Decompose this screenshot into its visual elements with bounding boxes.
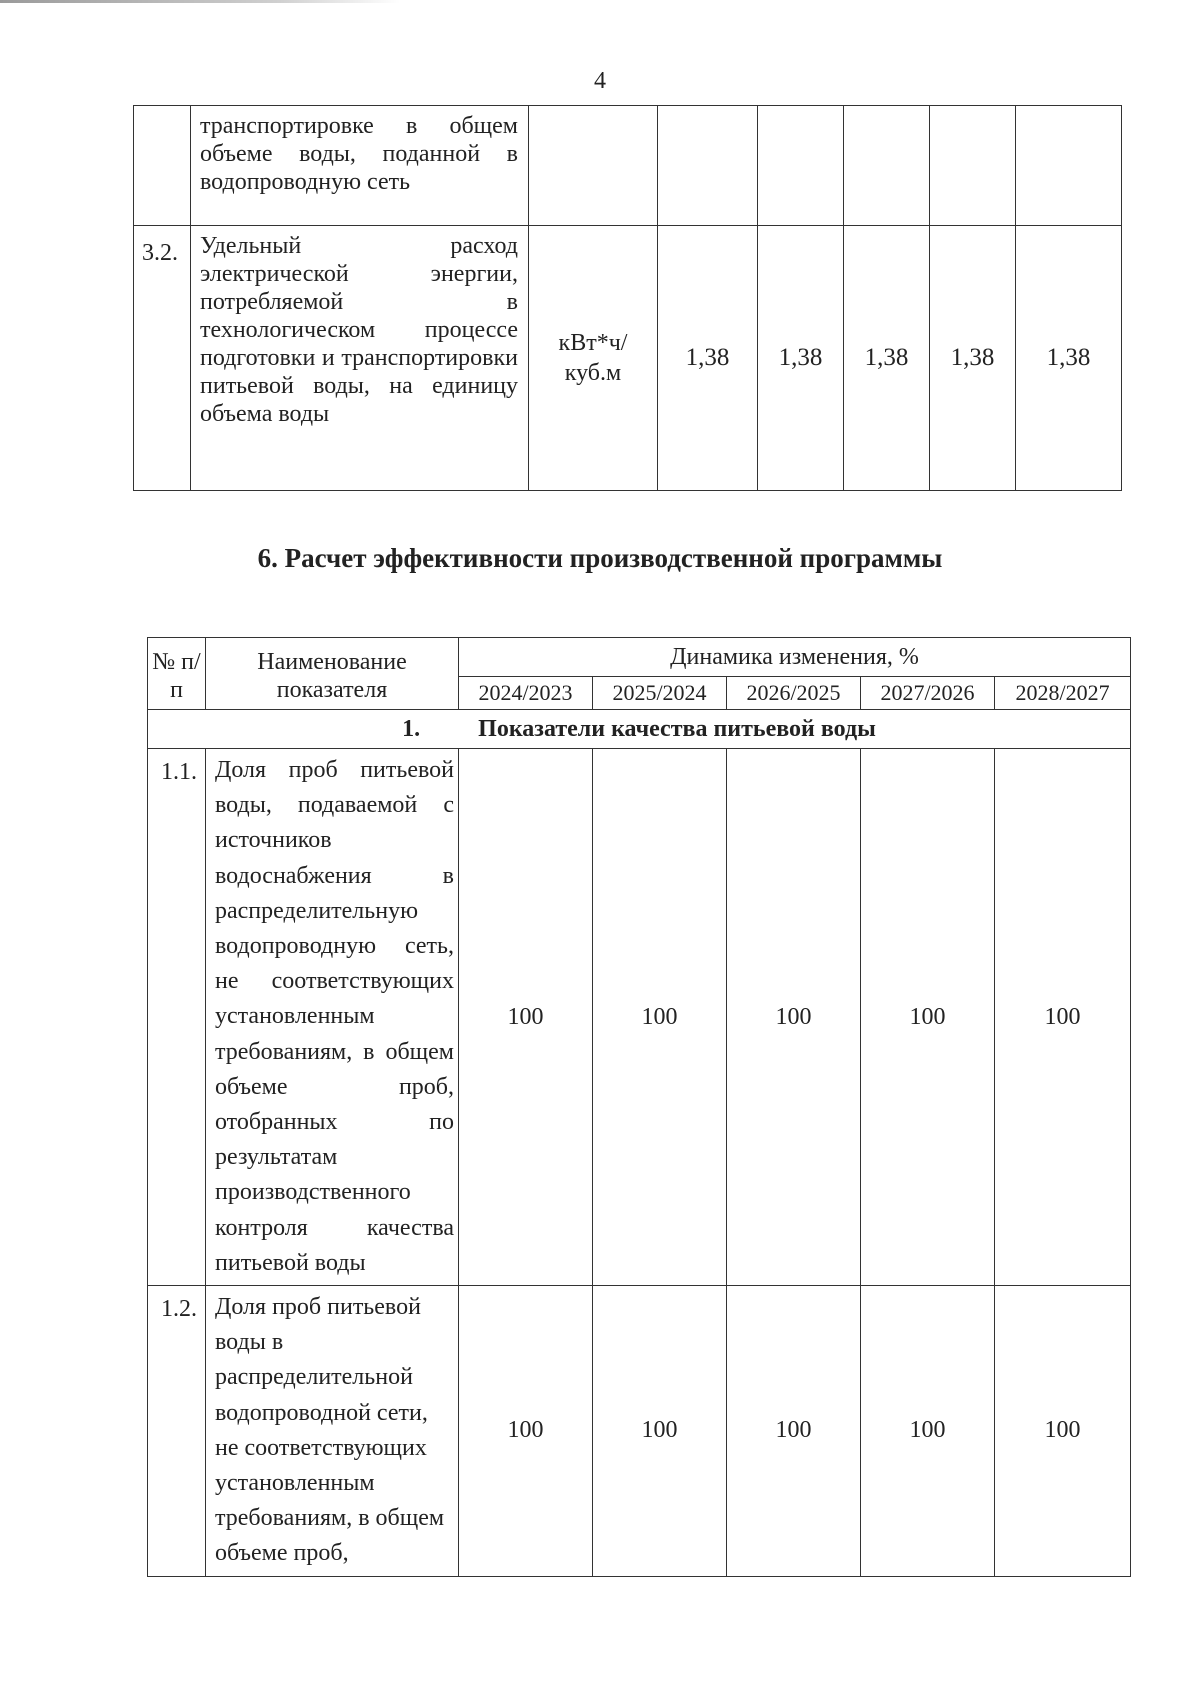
header-dynamics: Динамика изменения, % — [459, 638, 1131, 677]
value-cell — [1016, 106, 1122, 226]
value-cell: 100 — [593, 1286, 727, 1577]
value-cell: 1,38 — [1016, 226, 1122, 491]
scan-edge — [0, 0, 400, 3]
table-header-row — [148, 638, 1131, 677]
table-row — [134, 106, 1122, 226]
value-cell: 100 — [727, 749, 861, 1286]
header-year: 2025/2024 — [593, 677, 727, 710]
header-number: № п/п — [148, 638, 206, 710]
table-row — [148, 1286, 1131, 1577]
indicator-name: транспортировке в общем объеме воды, поданной в водопроводную сеть — [191, 106, 529, 226]
value-cell: 1,38 — [658, 226, 758, 491]
page-number: 4 — [594, 68, 606, 94]
row-number: 1.1. — [148, 749, 206, 1286]
indicator-name: Доля проб питьевой воды в распределительной водопроводной сети, не соответствующих установленным требованиям, в общем объеме проб, — [206, 1286, 459, 1577]
value-cell: 100 — [995, 749, 1131, 1286]
section-number: 1. — [402, 715, 421, 742]
value-cell — [930, 106, 1016, 226]
header-indicator-name: Наименование показателя — [206, 638, 459, 710]
section-title: 6. Расчет эффективности производственной программы — [257, 543, 943, 573]
value-cell: 1,38 — [930, 226, 1016, 491]
table-row — [134, 226, 1122, 491]
value-cell: 1,38 — [844, 226, 930, 491]
header-year: 2024/2023 — [459, 677, 593, 710]
value-cell: 100 — [727, 1286, 861, 1577]
table-section-row — [148, 710, 1131, 749]
value-cell: 1,38 — [758, 226, 844, 491]
indicators-table-continuation — [133, 105, 1122, 491]
value-cell: 100 — [593, 749, 727, 1286]
value-cell: 100 — [459, 1286, 593, 1577]
value-cell — [844, 106, 930, 226]
header-year: 2026/2025 — [727, 677, 861, 710]
value-cell — [658, 106, 758, 226]
value-cell: 100 — [861, 1286, 995, 1577]
unit-cell — [529, 106, 658, 226]
table-row — [148, 749, 1131, 1286]
unit-cell: кВт*ч/ куб.м — [529, 226, 658, 491]
value-cell — [758, 106, 844, 226]
value-cell: 100 — [459, 749, 593, 1286]
header-year: 2027/2026 — [861, 677, 995, 710]
indicator-name: Удельный расход электрической энергии, потребляемой в технологическом процессе подготовки и транспортировки питьевой воды, на единицу объема воды — [191, 226, 529, 491]
value-cell: 100 — [861, 749, 995, 1286]
row-number: 3.2. — [134, 226, 191, 491]
value-cell: 100 — [995, 1286, 1131, 1577]
section-row — [148, 710, 1131, 749]
section-row-title: Показатели качества питьевой воды — [478, 715, 876, 742]
header-year: 2028/2027 — [995, 677, 1131, 710]
row-number: 1.2. — [148, 1286, 206, 1577]
row-number — [134, 106, 191, 226]
efficiency-table — [147, 637, 1131, 1577]
indicator-name: Доля проб питьевой воды, подаваемой с источников водоснабжения в распределительную водопроводную сеть, не соответствующих установленным требованиям, в общем объеме проб, отобранных по результатам производственного контроля качества питьевой воды — [206, 749, 459, 1286]
